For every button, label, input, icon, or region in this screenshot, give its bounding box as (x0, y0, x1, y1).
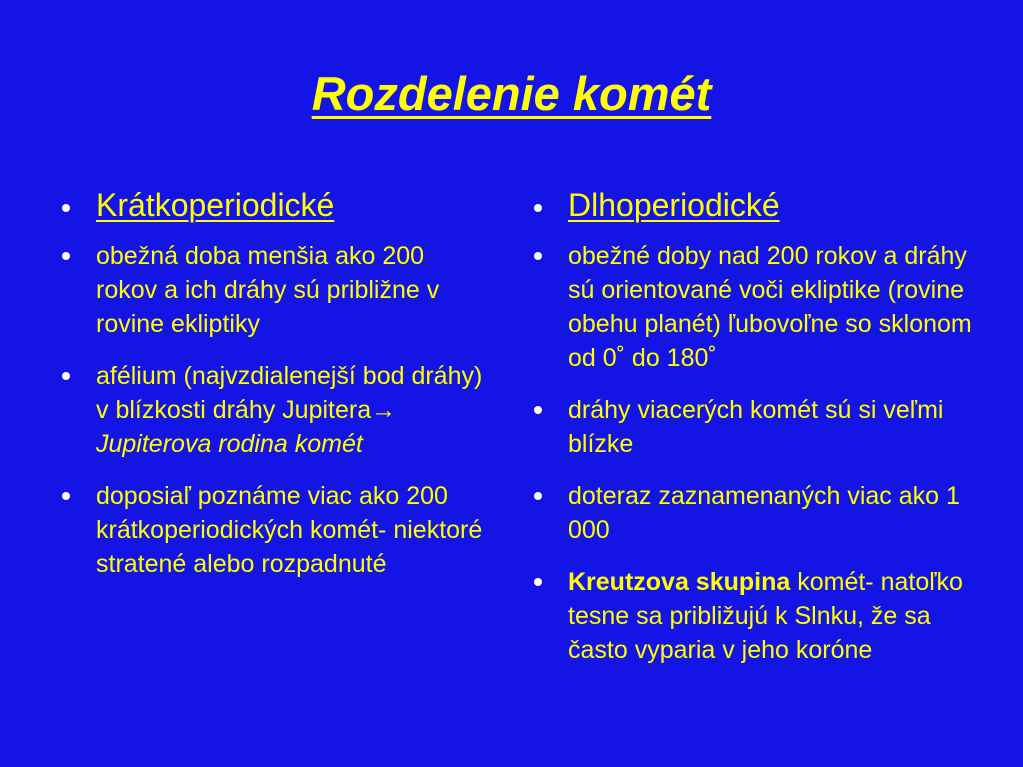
bullet-icon (534, 204, 542, 212)
bullet-icon (534, 578, 542, 586)
right-item-4-text: komét- natoľko tesne sa približujú k Slnku, že sa často vyparia v jeho koróne (568, 568, 963, 664)
left-column (62, 185, 492, 599)
right-item-3-text: doteraz zaznamenaných viac ako 1 000 (568, 482, 960, 544)
right-item-1 (534, 239, 984, 375)
right-item-1-text: obežné doby nad 200 rokov a dráhy sú orientované voči ekliptike (rovine obehu planét) ľubovoľne so sklonom od 0˚ do 180˚ (568, 242, 972, 372)
slide-title-text: Rozdelenie komét (311, 67, 712, 120)
bullet-icon (534, 252, 542, 260)
left-item-3-text: doposiaľ poznáme viac ako 200 krátkoperiodických komét- niektoré stratené alebo rozpadnuté (96, 482, 483, 578)
left-item-2-emphasis: Jupiterova rodina komét (96, 430, 363, 458)
right-heading (534, 185, 984, 225)
bullet-icon (62, 252, 70, 260)
left-item-1 (62, 239, 492, 341)
right-column (534, 185, 984, 685)
left-item-3 (62, 479, 492, 581)
left-item-2-text: afélium (najvzdialenejší bod dráhy) v blízkosti dráhy Jupitera→ (96, 362, 483, 424)
bullet-icon (62, 492, 70, 500)
bullet-icon (534, 492, 542, 500)
bullet-icon (62, 204, 70, 212)
left-item-1-text: obežná doba menšia ako 200 rokov a ich dráhy sú približne v rovine ekliptiky (96, 242, 440, 338)
right-item-4-strong: Kreutzova skupina (568, 568, 791, 596)
slide-title (0, 64, 1023, 124)
right-item-2-text: dráhy viacerých komét sú si veľmi blízke (568, 396, 944, 458)
right-item-2 (534, 393, 984, 461)
left-heading-text: Krátkoperiodické (96, 187, 335, 223)
bullet-icon (534, 406, 542, 414)
left-heading (62, 185, 492, 225)
right-heading-text: Dlhoperiodické (568, 187, 780, 223)
left-item-2 (62, 359, 492, 461)
bullet-icon (62, 372, 70, 380)
right-item-4 (534, 565, 984, 667)
right-item-3 (534, 479, 984, 547)
